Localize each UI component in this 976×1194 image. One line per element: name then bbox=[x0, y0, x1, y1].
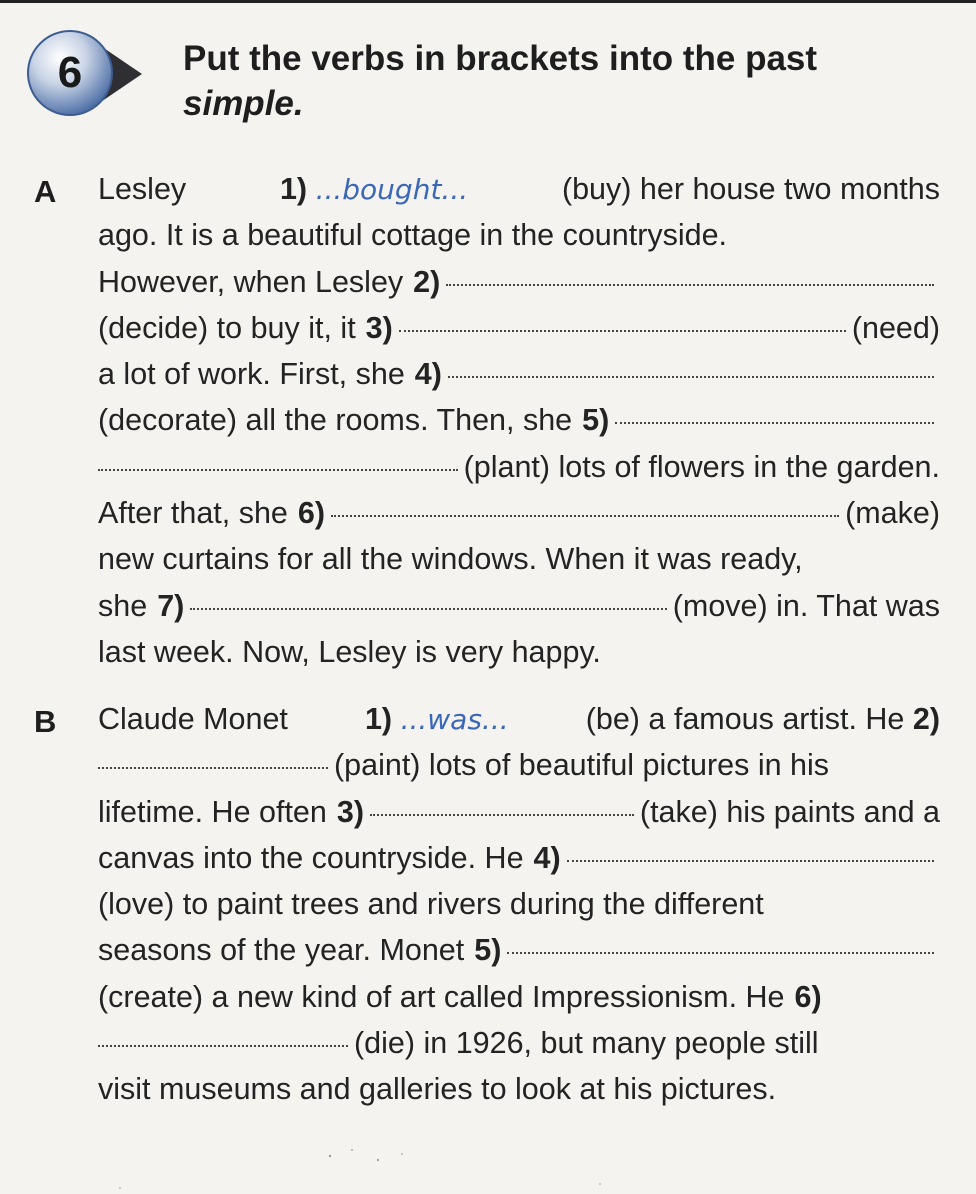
instruction-line-2: simple. bbox=[183, 84, 304, 123]
a-line-7 bbox=[98, 444, 940, 490]
answer-blank[interactable] bbox=[615, 422, 934, 424]
item-number: 3) bbox=[365, 310, 393, 345]
b-line-7 bbox=[98, 974, 940, 1020]
item-number: 1) bbox=[364, 702, 393, 736]
section-a-text bbox=[98, 166, 940, 675]
b-line-1 bbox=[98, 696, 940, 742]
example-answer: ...bought... bbox=[315, 173, 469, 206]
answer-blank[interactable] bbox=[399, 330, 846, 332]
answer-blank[interactable] bbox=[567, 860, 934, 862]
item-number: 6) bbox=[297, 496, 326, 531]
text: (move) in. That was bbox=[672, 588, 940, 623]
text: visit museums and galleries to look at his pictures. bbox=[98, 1072, 777, 1107]
a-line-6 bbox=[98, 397, 940, 443]
b-line-3 bbox=[98, 789, 940, 835]
text: However, when Lesley bbox=[98, 264, 404, 299]
answer-blank[interactable] bbox=[331, 515, 839, 517]
text: (decorate) all the rooms. Then, she bbox=[98, 403, 573, 438]
a-line-5 bbox=[98, 351, 940, 397]
text: (love) to paint trees and rivers during the different bbox=[98, 887, 764, 922]
text: lifetime. He often bbox=[98, 794, 327, 829]
a-line-10 bbox=[98, 583, 940, 629]
example-answer: ...was... bbox=[400, 703, 509, 736]
answer-blank[interactable] bbox=[448, 376, 934, 378]
instruction-line-1: Put the verbs in brackets into the past bbox=[183, 39, 818, 78]
text: (take) his paints and a bbox=[639, 794, 940, 829]
section-b-text bbox=[98, 696, 940, 1113]
text: Lesley bbox=[98, 172, 187, 206]
paper-texture bbox=[0, 1134, 976, 1194]
section-b-letter: B bbox=[34, 704, 57, 739]
a-line-3 bbox=[98, 259, 940, 305]
text: After that, she bbox=[98, 496, 288, 531]
item-number: 6) bbox=[794, 979, 822, 1014]
text: (decide) to buy it, it bbox=[98, 310, 356, 345]
exercise-number: 6 bbox=[57, 48, 83, 97]
a-line-9 bbox=[98, 536, 940, 582]
text: (paint) lots of beautiful pictures in his bbox=[334, 748, 830, 783]
b-line-9 bbox=[98, 1066, 940, 1112]
b-line-8 bbox=[98, 1020, 940, 1066]
top-rule bbox=[0, 0, 976, 3]
section-a-letter: A bbox=[34, 174, 57, 209]
text: a lot of work. First, she bbox=[98, 357, 405, 392]
text: (make) bbox=[845, 496, 940, 531]
text: (be) a famous artist. He bbox=[585, 702, 905, 736]
text: (plant) lots of flowers in the garden. bbox=[463, 449, 940, 484]
item-number: 7) bbox=[157, 588, 185, 623]
b-line-5 bbox=[98, 881, 940, 927]
item-number: 5) bbox=[582, 403, 610, 438]
a-line-4 bbox=[98, 305, 940, 351]
b-line-4 bbox=[98, 835, 940, 881]
item-number: 5) bbox=[474, 933, 502, 968]
text: (die) in 1926, but many people still bbox=[354, 1026, 819, 1061]
answer-blank[interactable] bbox=[446, 284, 934, 286]
answer-blank[interactable] bbox=[507, 952, 934, 954]
text: ago. It is a beautiful cottage in the countryside. bbox=[98, 218, 728, 253]
answer-blank[interactable] bbox=[190, 608, 666, 610]
a-line-2 bbox=[98, 212, 940, 258]
text: she bbox=[98, 588, 148, 623]
item-number: 2) bbox=[413, 264, 441, 299]
item-number: 3) bbox=[336, 794, 364, 829]
text: (buy) her house two months bbox=[561, 172, 940, 206]
instruction bbox=[183, 36, 953, 126]
answer-blank[interactable] bbox=[98, 469, 458, 471]
text: (create) a new kind of art called Impressionism. He bbox=[98, 979, 785, 1014]
text: (need) bbox=[851, 310, 940, 345]
b-line-6 bbox=[98, 927, 940, 973]
item-number: 4) bbox=[414, 357, 442, 392]
a-line-11 bbox=[98, 629, 940, 675]
a-line-1 bbox=[98, 166, 940, 212]
exercise-number-badge bbox=[26, 24, 144, 122]
text: last week. Now, Lesley is very happy. bbox=[98, 634, 601, 669]
item-number: 2) bbox=[912, 702, 940, 736]
text: seasons of the year. Monet bbox=[98, 933, 465, 968]
text: Claude Monet bbox=[98, 702, 288, 736]
item-number: 1) bbox=[279, 172, 308, 206]
item-number: 4) bbox=[533, 840, 561, 875]
text: new curtains for all the windows. When it was ready, bbox=[98, 542, 803, 577]
answer-blank[interactable] bbox=[370, 814, 634, 816]
b-line-2 bbox=[98, 742, 940, 788]
text: canvas into the countryside. He bbox=[98, 840, 524, 875]
a-line-8 bbox=[98, 490, 940, 536]
answer-blank[interactable] bbox=[98, 1045, 348, 1047]
answer-blank[interactable] bbox=[98, 767, 328, 769]
